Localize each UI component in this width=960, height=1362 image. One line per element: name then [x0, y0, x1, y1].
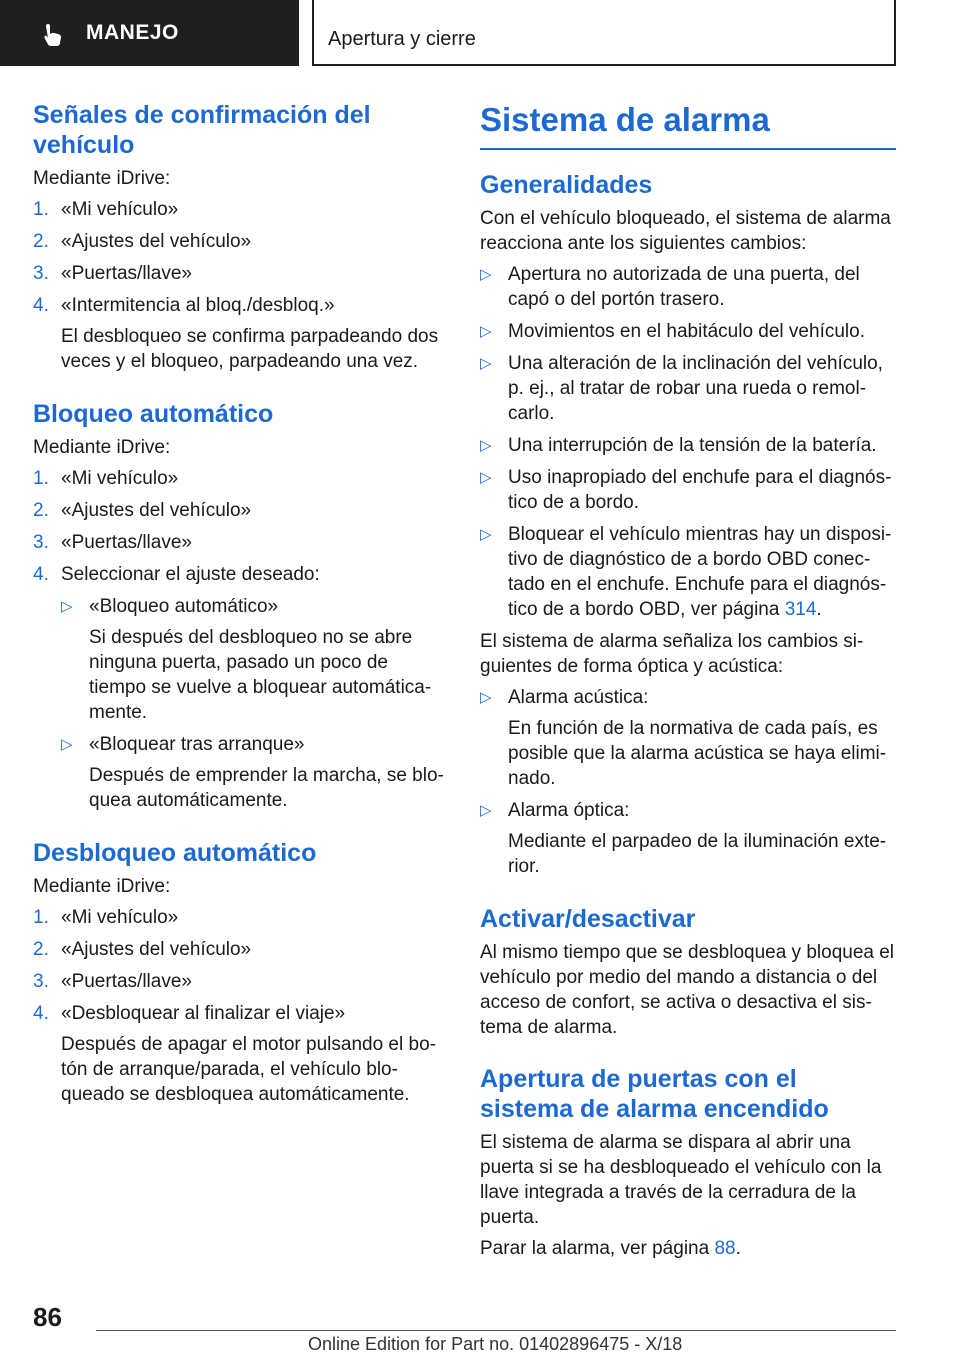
item-number: 1.: [33, 199, 49, 220]
item-text: «Intermitencia al bloq./desbloq.»: [61, 295, 335, 316]
list-item: [480, 685, 896, 791]
item-text: «Ajustes del vehículo»: [61, 939, 252, 960]
chapter-box: [312, 0, 896, 66]
list-item: [480, 798, 896, 879]
list-item: [480, 433, 896, 458]
item-number: 4.: [33, 295, 49, 316]
item-number: 1.: [33, 907, 49, 928]
body-text: El sistema de alarma se dispara al abrir una puerta si se ha desbloqueado el vehículo con la llave integrada a través de la cerradura de la puerta.: [480, 1132, 882, 1228]
list-item: [33, 293, 448, 374]
option-description: Después de emprender la marcha, se blo-quea automáticamente.: [89, 765, 444, 811]
left-column: [33, 100, 448, 1114]
item-text: «Ajustes del vehículo»: [61, 231, 252, 252]
item-text: Uso inapropiado del enchufe para el diagnós-tico de a bordo.: [508, 467, 892, 513]
list-item: [33, 905, 448, 930]
item-text: Movimientos en el habitáculo del vehículo.: [508, 321, 865, 342]
intro-text: Mediante iDrive:: [33, 168, 171, 189]
item-description: Después de apagar el motor pulsando el bo-tón de arranque/parada, el vehículo blo-queado se desbloquea automáticamente.: [61, 1034, 436, 1105]
stop-alarm-label: Parar la alarma, ver página: [480, 1238, 715, 1259]
edition-note: Online Edition for Part no. 01402896475 - X/18: [308, 1334, 683, 1354]
list-item: [33, 969, 448, 994]
option-description: Si después del desbloqueo no se abre ninguna puerta, pasado un poco de tiempo se vuelve a bloquear automática-mente.: [89, 627, 432, 723]
section-label: MANEJO: [86, 21, 179, 44]
intro-text: Mediante iDrive:: [33, 437, 171, 458]
numbered-list: [33, 466, 448, 813]
list-item: [33, 937, 448, 962]
numbered-list: [33, 905, 448, 1107]
item-text: «Mi vehículo»: [61, 907, 179, 928]
list-item: [33, 229, 448, 254]
list-item: [480, 319, 896, 344]
list-item: [33, 530, 448, 555]
list-item: [33, 466, 448, 491]
heading-automatic-lock: Bloqueo automático: [33, 400, 274, 428]
item-description: En función de la normativa de cada país, es posible que la alarma acústica se haya elimi-nado.: [508, 718, 887, 789]
right-column: [480, 100, 896, 1267]
punctuation: .: [816, 599, 822, 620]
triangle-bullet-icon: ▷: [480, 266, 492, 283]
item-text: Bloquear el vehículo mientras hay un disposi-tivo de diagnóstico de a bordo OBD conec-tado en el enchufe. Enchufe para el diagnós-tico de a bordo OBD, ver página: [508, 524, 892, 620]
body-text: Al mismo tiempo que se desbloquea y bloquea el vehículo por medio del mando a distancia o del acceso de confort, se activa o desactiva el sis-tema de alarma.: [480, 942, 895, 1038]
list-item: [480, 465, 896, 515]
item-number: 3.: [33, 971, 49, 992]
triangle-bullet-icon: ▷: [480, 802, 492, 819]
item-text: «Ajustes del vehículo»: [61, 500, 252, 521]
intro-text: Con el vehículo bloqueado, el sistema de alarma reacciona ante los siguientes cambios:: [480, 208, 891, 254]
heading-confirmation-signals: Señales de confirmación del vehículo: [33, 101, 371, 159]
item-number: 2.: [33, 500, 49, 521]
item-text: «Puertas/llave»: [61, 971, 192, 992]
item-text: Seleccionar el ajuste deseado:: [61, 564, 320, 585]
list-item: [33, 562, 448, 813]
list-item: [480, 522, 896, 622]
heading-general: Generalidades: [480, 171, 653, 199]
heading-activate-deactivate: Activar/desactivar: [480, 905, 696, 933]
chapter-title: Apertura y cierre: [328, 28, 476, 50]
list-item: [33, 498, 448, 523]
option-list: [61, 594, 448, 813]
page-footer: [0, 1290, 960, 1362]
list-item: [33, 261, 448, 286]
triangle-bullet-icon: ▷: [480, 469, 492, 486]
triangle-bullet-icon: ▷: [61, 736, 73, 753]
item-text: Apertura no autorizada de una puerta, del capó o del portón trasero.: [508, 264, 860, 310]
item-text: Una interrupción de la tensión de la batería.: [508, 435, 877, 456]
list-item: [480, 351, 896, 426]
triangle-bullet-icon: ▷: [480, 437, 492, 454]
triangle-bullet-icon: ▷: [480, 526, 492, 543]
list-item: [33, 197, 448, 222]
item-number: 4.: [33, 564, 49, 585]
option-item: [61, 594, 448, 725]
footer-divider: [96, 1330, 896, 1331]
item-text: «Puertas/llave»: [61, 263, 192, 284]
punctuation: .: [735, 1238, 741, 1259]
signals-intro: El sistema de alarma señaliza los cambios si-guientes de forma óptica y acústica:: [480, 631, 864, 677]
item-text: Alarma acústica:: [508, 687, 649, 708]
item-text: Una alteración de la inclinación del vehículo, p. ej., al tratar de robar una rueda o remol-carlo.: [508, 353, 883, 424]
item-number: 2.: [33, 231, 49, 252]
list-item: [480, 262, 896, 312]
item-text: «Mi vehículo»: [61, 199, 179, 220]
item-number: 3.: [33, 263, 49, 284]
option-item: [61, 732, 448, 813]
section-tab[interactable]: [0, 0, 299, 66]
heading-door-opening: Apertura de puertas con el sistema de alarma encendido: [480, 1065, 829, 1123]
numbered-list: [33, 197, 448, 374]
option-name: «Bloquear tras arranque»: [89, 734, 305, 755]
triangle-bullet-icon: ▷: [61, 598, 73, 615]
hand-icon: [40, 22, 66, 48]
item-text: «Desbloquear al finalizar el viaje»: [61, 1003, 346, 1024]
intro-text: Mediante iDrive:: [33, 876, 171, 897]
item-text: «Mi vehículo»: [61, 468, 179, 489]
list-item: [33, 1001, 448, 1107]
item-description: El desbloqueo se confirma parpadeando dos veces y el bloqueo, parpadeando una vez.: [61, 326, 439, 372]
bullet-list: [480, 262, 896, 622]
item-number: 3.: [33, 532, 49, 553]
item-number: 4.: [33, 1003, 49, 1024]
item-number: 1.: [33, 468, 49, 489]
triangle-bullet-icon: ▷: [480, 323, 492, 340]
triangle-bullet-icon: ▷: [480, 689, 492, 706]
stop-alarm-text: [480, 1236, 896, 1261]
item-text: Alarma óptica:: [508, 800, 630, 821]
page-number: 86: [33, 1302, 62, 1332]
item-number: 2.: [33, 939, 49, 960]
page-header: [0, 0, 960, 66]
item-text: «Puertas/llave»: [61, 532, 192, 553]
option-name: «Bloqueo automático»: [89, 596, 279, 617]
signal-list: [480, 685, 896, 879]
heading-alarm-system: Sistema de alarma: [480, 100, 896, 150]
page-link-88[interactable]: 88: [714, 1238, 736, 1259]
heading-automatic-unlock: Desbloqueo automático: [33, 839, 317, 867]
item-description: Mediante el parpadeo de la iluminación exte-rior.: [508, 831, 887, 877]
triangle-bullet-icon: ▷: [480, 355, 492, 372]
page-link-314[interactable]: 314: [784, 599, 817, 620]
